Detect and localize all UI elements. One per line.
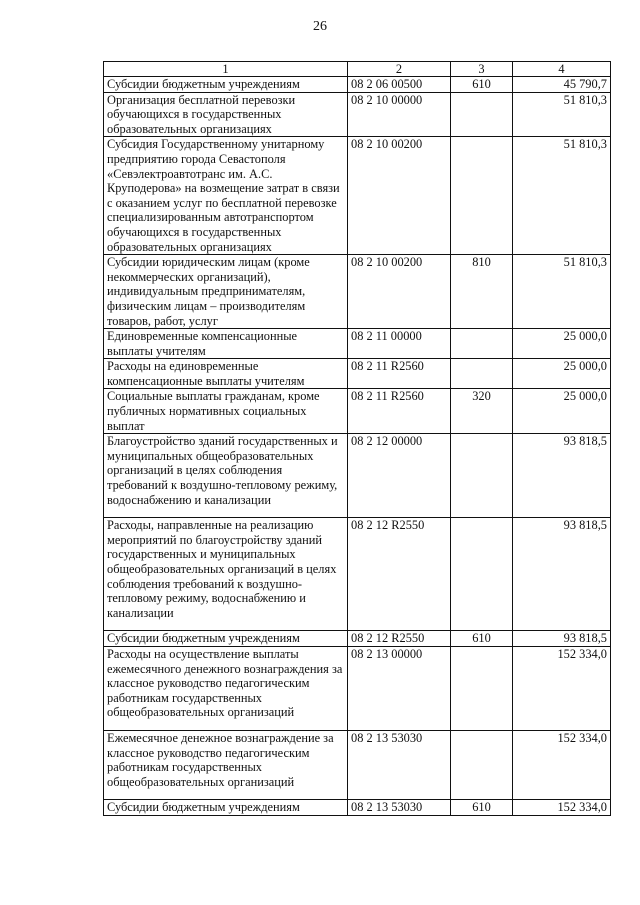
row-code: 08 2 11 R2560 (348, 359, 451, 389)
row-name: Расходы, направленные на реализацию мероприятий по благоустройству зданий государственных и муниципальных общеобразовательных организаций в целях соблюдения требований к воздушно-тепловому режиму, водоснабжению и канализации (104, 518, 348, 631)
table-row (104, 800, 611, 816)
row-code: 08 2 13 53030 (348, 730, 451, 799)
row-name: Расходы на осуществление выплаты ежемесячного денежного вознаграждения за классное руководство педагогическим работникам государственных общеобразовательных организаций (104, 646, 348, 730)
row-amount: 25 000,0 (513, 329, 611, 359)
row-kind: 610 (451, 631, 513, 647)
table-row (104, 389, 611, 434)
row-name: Социальные выплаты гражданам, кроме публичных нормативных социальных выплат (104, 389, 348, 434)
row-code: 08 2 10 00000 (348, 92, 451, 137)
row-amount: 152 334,0 (513, 800, 611, 816)
row-name: Организация бесплатной перевозки обучающихся в государственных образовательных организациях (104, 92, 348, 137)
row-name: Субсидии юридическим лицам (кроме некоммерческих организаций), индивидуальным предпринимателям, физическим лицам – производителям товаров, работ, услуг (104, 255, 348, 329)
column-header-kind: 3 (451, 62, 513, 77)
row-name: Благоустройство зданий государственных и муниципальных общеобразовательных организаций в целях соблюдения требований к воздушно-тепловому режиму, водоснабжению и канализации (104, 434, 348, 518)
row-name: Субсидия Государственному унитарному предприятию города Севастополя «Севэлектроавтотранс им. А.С. Круподерова» на возмещение затрат в связи с оказанием услуг по бесплатной перевозке специализированным автотранспортом обучающихся в государственных образовательных организациях (104, 137, 348, 255)
table-row (104, 631, 611, 647)
row-code: 08 2 10 00200 (348, 255, 451, 329)
row-code: 08 2 06 00500 (348, 77, 451, 93)
table-header-row (104, 62, 611, 77)
row-kind (451, 359, 513, 389)
row-amount: 25 000,0 (513, 389, 611, 434)
column-header-amount: 4 (513, 62, 611, 77)
row-kind: 810 (451, 255, 513, 329)
table-row (104, 646, 611, 730)
row-code: 08 2 11 R2560 (348, 389, 451, 434)
row-kind: 610 (451, 800, 513, 816)
table-row (104, 359, 611, 389)
row-code: 08 2 13 00000 (348, 646, 451, 730)
table-row (104, 518, 611, 631)
row-code: 08 2 12 R2550 (348, 631, 451, 647)
table-row (104, 92, 611, 137)
row-kind: 610 (451, 77, 513, 93)
row-code: 08 2 12 R2550 (348, 518, 451, 631)
row-amount: 51 810,3 (513, 255, 611, 329)
row-amount: 93 818,5 (513, 434, 611, 518)
row-kind (451, 730, 513, 799)
table-row (104, 255, 611, 329)
row-amount: 152 334,0 (513, 730, 611, 799)
row-name: Ежемесячное денежное вознаграждение за классное руководство педагогическим работникам государственных общеобразовательных организаций (104, 730, 348, 799)
row-kind (451, 434, 513, 518)
column-header-code: 2 (348, 62, 451, 77)
table-row (104, 730, 611, 799)
row-code: 08 2 12 00000 (348, 434, 451, 518)
row-kind (451, 518, 513, 631)
row-amount: 51 810,3 (513, 92, 611, 137)
row-kind (451, 92, 513, 137)
row-name: Субсидии бюджетным учреждениям (104, 800, 348, 816)
row-name: Субсидии бюджетным учреждениям (104, 77, 348, 93)
table-row (104, 434, 611, 518)
row-name: Расходы на единовременные компенсационные выплаты учителям (104, 359, 348, 389)
row-amount: 152 334,0 (513, 646, 611, 730)
row-amount: 45 790,7 (513, 77, 611, 93)
row-kind (451, 137, 513, 255)
row-amount: 93 818,5 (513, 631, 611, 647)
budget-table (103, 61, 611, 816)
row-kind (451, 646, 513, 730)
table-row (104, 137, 611, 255)
row-kind (451, 329, 513, 359)
row-kind: 320 (451, 389, 513, 434)
page-number: 26 (313, 19, 327, 34)
row-amount: 93 818,5 (513, 518, 611, 631)
row-code: 08 2 11 00000 (348, 329, 451, 359)
row-amount: 51 810,3 (513, 137, 611, 255)
row-name: Единовременные компенсационные выплаты учителям (104, 329, 348, 359)
table-row (104, 77, 611, 93)
row-amount: 25 000,0 (513, 359, 611, 389)
row-code: 08 2 10 00200 (348, 137, 451, 255)
column-header-name: 1 (104, 62, 348, 77)
row-code: 08 2 13 53030 (348, 800, 451, 816)
table-row (104, 329, 611, 359)
row-name: Субсидии бюджетным учреждениям (104, 631, 348, 647)
